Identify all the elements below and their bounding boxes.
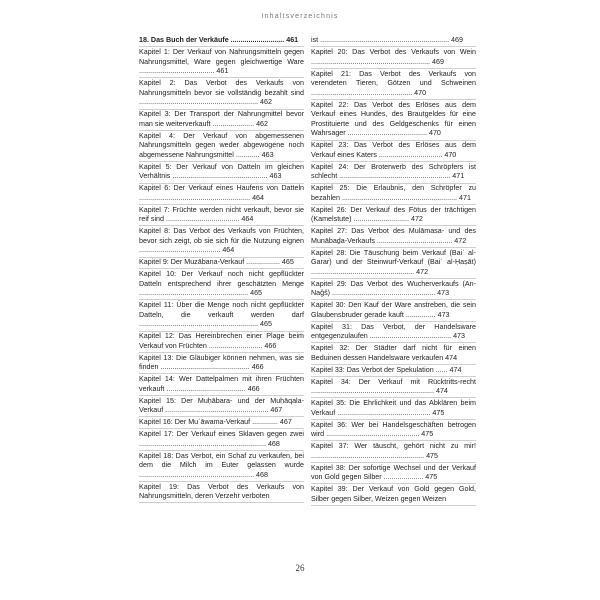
toc-entry: Kapitel 25: Die Erlaubnis, den Schröpfer zu bezahlen .......................................................... 471 (311, 184, 476, 205)
toc-entry: Kapitel 29: Das Verbot des Wucherverkaufs (An-Naǧš) .................................................... 473 (311, 279, 476, 300)
toc-entry: Kapitel 34: Der Verkauf mit Rücktritts-recht .............................................................. 474 (311, 377, 476, 398)
toc-entry: Kapitel 32: Der Städter darf nicht für einen Beduinen dessen Handelsware verkaufen 474 (311, 344, 476, 365)
toc-entry: Kapitel 6: Der Verkauf eines Haufens von Datteln ........................................................ 464 (139, 184, 304, 205)
toc-entry: Kapitel 4: Der Verkauf von abgemessenen Nahrungsmitteln gegen weder abgewogene noch abgemessene Nahrungsmittel ............ 463 (139, 131, 304, 162)
toc-entry: Kapitel 16: Der Muʿāwama-Verkauf ............. 467 (139, 418, 304, 429)
toc-book-heading: 18. Das Buch der Verkäufe ........................... 461 (139, 36, 304, 47)
toc-entry: Kapitel 17: Der Verkauf eines Sklaven gegen zwei ................................................................ 468 (139, 430, 304, 451)
toc-entry: Kapitel 39: Der Verkauf von Gold gegen Gold, Silber gegen Silber, Weizen gegen Weizen (311, 485, 476, 506)
toc-entry: Kapitel 35: Die Ehrlichkeit und das Abklären beim Verkauf ............................................... 475 (311, 399, 476, 420)
toc-entry: Kapitel 11: Über die Menge noch nicht gepflückter Datteln, die verkauft werden darf ............................................................ 465 (139, 301, 304, 332)
toc-entry: Kapitel 9: Der Muzābana-Verkauf ................. 465 (139, 258, 304, 269)
toc-entry: Kapitel 19: Das Verbot des Verkaufs von Nahrungsmitteln, deren Verzehr verboten (139, 482, 304, 503)
toc-entry: Kapitel 8: Das Verbot des Verkaufs von Früchten, bevor sich zeigt, ob sie sich für die Nutzung eignen ......................................... 464 (139, 227, 304, 258)
toc-entry: Kapitel 23: Das Verbot des Erlöses aus dem Verkauf eines Katers ................................ 470 (311, 141, 476, 162)
toc-entry: Kapitel 13: Die Gläubiger können nehmen, was sie finden ............................................. 466 (139, 353, 304, 374)
toc-entry: Kapitel 24: Der Broterwerb des Schröpfers ist schlecht ........................................................ 471 (311, 163, 476, 184)
toc-entry: Kapitel 22: Das Verbot des Erlöses aus dem Verkauf eines Hundes, des Brautgeldes für eine Prostituierte und des Geldgeschenks für einen Wahrsager ........................................ 470 (311, 100, 476, 140)
toc-entry: Kapitel 20: Das Verbot des Verkaufs von Wein ............................................................ 469 (311, 48, 476, 69)
toc-entry: Kapitel 3: Der Transport der Nahrungmittel bevor man sie weiterverkauft ..................... 462 (139, 110, 304, 131)
toc-entry: ist ................................................................. 469 (311, 36, 476, 47)
toc-entry: Kapitel 33: Das Verbot der Spekulation ...... 474 (311, 365, 476, 376)
toc-entry: Kapitel 12: Das Hereinbrechen einer Plage beim Verkauf von Früchten ........................... 466 (139, 332, 304, 353)
toc-entry: Kapitel 27: Das Verbot des Mulāmasa- und des Munābaḏa-Verkaufs ...................................... 472 (311, 227, 476, 248)
toc-entry: Kapitel 30: Den Kauf der Ware anstreben, die sein Glaubensbruder gerade kauft ............... 473 (311, 301, 476, 322)
toc-entry: Kapitel 21: Das Verbot des Verkaufs von verendeten Tieren, Götzen und Schweinen ................................................... 470 (311, 69, 476, 100)
toc-column-right (311, 36, 476, 506)
toc-entry: Kapitel 26: Der Verkauf des Fötus der trächtigen (Kamelstute) ............................ 472 (311, 205, 476, 226)
toc-entry: Kapitel 14: Wer Dattelpalmen mit ihren Früchten verkauft ........................................ 466 (139, 375, 304, 396)
toc-entry: Kapitel 18: Das Verbot, ein Schaf zu verkaufen, bei dem die Milch im Euter gelassen wurde .......................................................... 468 (139, 451, 304, 482)
toc-entry: Kapitel 38: Der sofortige Wechsel und der Verkauf von Gold gegen Silber .................... 475 (311, 463, 476, 484)
toc-entry: Kapitel 15: Der Muḥābara- und der Muḥāqala-Verkauf .................................................... 467 (139, 396, 304, 417)
running-header: Inhaltsverzeichnis (261, 13, 339, 20)
toc-entry: Kapitel 28: Die Täuschung beim Verkauf (Baiʿ al-Ġarar) und der Steinwurf-Verkauf (Baiʿ al-Ḥaṣāt) .................................................... 472 (311, 248, 476, 279)
toc-entry: Kapitel 5: Der Verkauf von Datteln im gleichen Verhältnis ................................................ 463 (139, 163, 304, 184)
toc-column-left (139, 36, 304, 504)
page-number: 26 (295, 563, 305, 573)
toc-entry: Kapitel 36: Wer bei Handelsgeschäften betrogen wird ............................................... 475 (311, 420, 476, 441)
toc-entry: Kapitel 37: Wer täuscht, gehört nicht zu mir! ......................................................... 475 (311, 442, 476, 463)
toc-entry: Kapitel 10: Der Verkauf noch nicht gepflückter Datteln entsprechend ihrer geschätzten Menge ....................................................... 465 (139, 270, 304, 301)
toc-entry: Kapitel 31: Das Verbot, der Handelsware entgegenzulaufen ......................................... 473 (311, 322, 476, 343)
toc-entry: Kapitel 2: Das Verbot des Verkaufs von Nahrungsmitteln bevor sie vollständig bezahlt sind ............................................................ 462 (139, 79, 304, 110)
toc-entry: Kapitel 7: Früchte werden nicht verkauft, bevor sie reif sind ..................................... 464 (139, 205, 304, 226)
toc-entry: Kapitel 1: Der Verkauf von Nahrungsmitteln gegen Nahrungsmittel, Ware gegen gleichwertige Ware ...................................... 461 (139, 48, 304, 79)
